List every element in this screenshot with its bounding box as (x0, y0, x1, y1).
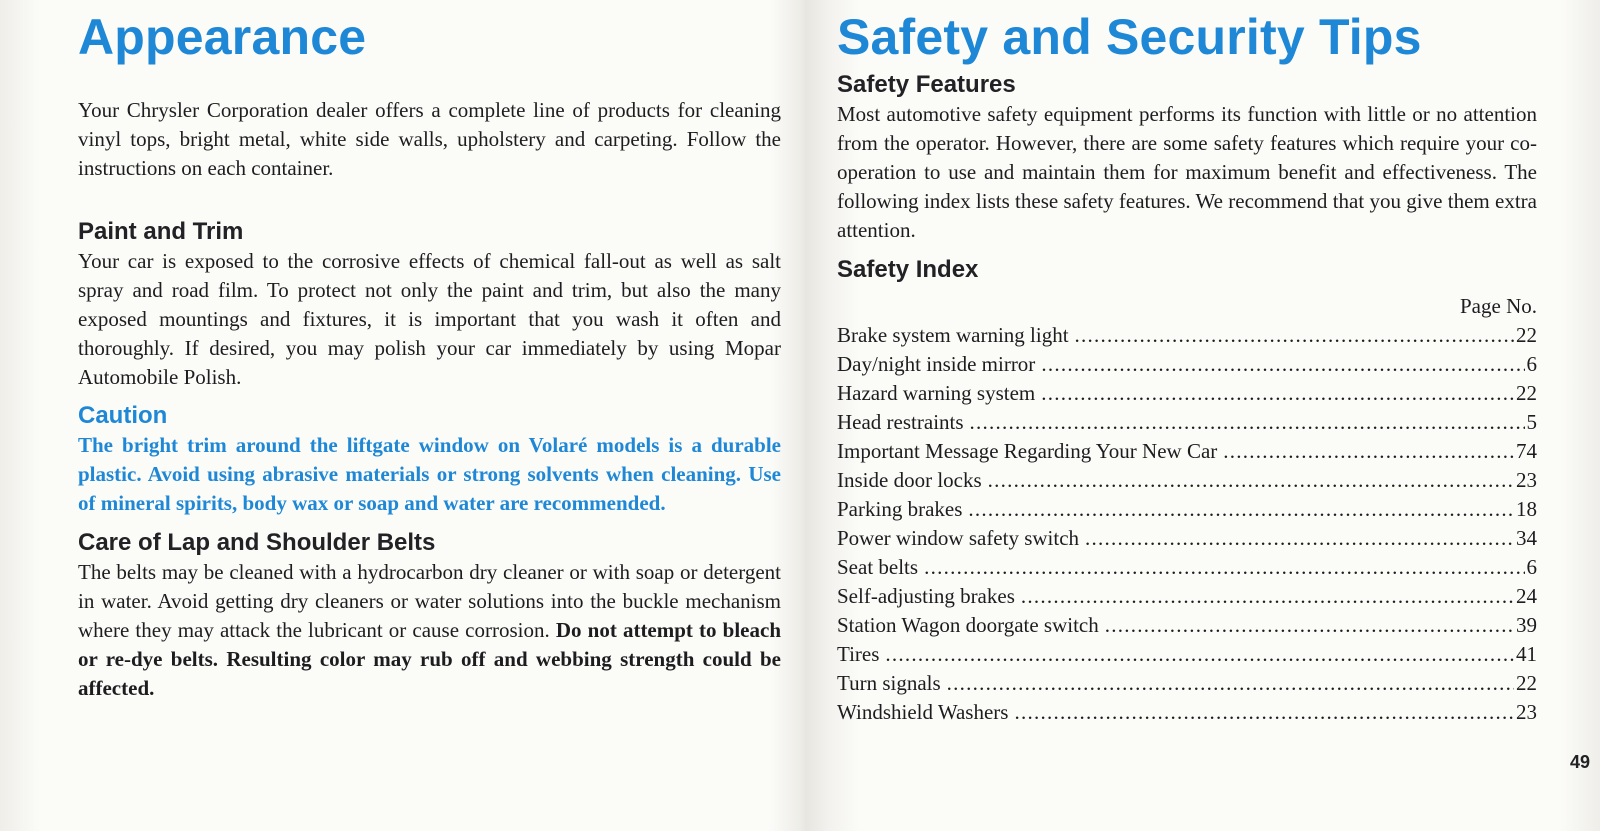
dot-leader (970, 408, 1525, 437)
dot-leader (924, 553, 1524, 582)
dot-leader (968, 495, 1514, 524)
index-entry (837, 553, 1537, 582)
index-entry-page: 74 (1516, 439, 1537, 463)
index-entry-page: 6 (1526, 352, 1537, 376)
index-entry (837, 611, 1537, 640)
belts-warning: Do not attempt to bleach or re-dye belts. Resulting color may rub off and webbing strength could be affected. (78, 618, 781, 700)
index-entry-label: Head restraints (837, 410, 964, 434)
index-entry-label: Power window safety switch (837, 526, 1080, 550)
index-entry-label: Day/night inside mirror (837, 352, 1036, 376)
appearance-title: Appearance (78, 9, 367, 65)
index-entry-label: Turn signals (837, 671, 941, 695)
safety-index-list (837, 321, 1537, 727)
paint-trim-heading: Paint and Trim (78, 218, 244, 245)
index-entry-label: Inside door locks (837, 468, 982, 492)
index-entry-label: Hazard warning system (837, 381, 1036, 405)
caution-text: The bright trim around the liftgate window on Volaré models is a durable plastic. Avoid using abrasive materials or strong solvents when cleaning. Use of mineral spirits, body wax or soap and water are recommended. (78, 433, 781, 515)
index-entry (837, 582, 1537, 611)
index-entry-page: 6 (1526, 555, 1537, 579)
index-entry-page: 18 (1516, 497, 1537, 521)
index-entry (837, 466, 1537, 495)
dot-leader (1075, 321, 1514, 350)
left-page (78, 8, 781, 703)
dot-leader (1021, 582, 1514, 611)
index-entry-label: Tires (837, 642, 880, 666)
index-entry (837, 698, 1537, 727)
dot-leader (1223, 437, 1514, 466)
index-entry-page: 24 (1516, 584, 1537, 608)
index-entry-page: 41 (1516, 642, 1537, 666)
belts-heading: Care of Lap and Shoulder Belts (78, 529, 436, 556)
safety-features-text: Most automotive safety equipment performs its function with little or no attention from the operator. However, there are some safety features which require your co-operation to use and maintain them for maximum benefit and effectiveness. The following index lists these safety features. We recommend that you give them extra attention. (837, 102, 1537, 242)
index-entry-label: Self-adjusting brakes (837, 584, 1015, 608)
belts-care-text: The belts may be cleaned with a hydrocarbon dry cleaner or with soap or detergent in water. Avoid getting dry cleaners or water solutions into the buckle mechanism where they may attack the lubricant or cause corrosion. (78, 560, 781, 642)
index-entry-label: Parking brakes (837, 497, 963, 521)
dot-leader (885, 640, 1514, 669)
index-entry-page: 34 (1516, 526, 1537, 550)
index-entry-page: 22 (1516, 381, 1537, 405)
dot-leader (947, 669, 1514, 698)
index-entry-page: 23 (1516, 468, 1537, 492)
index-entry-page: 23 (1516, 700, 1537, 724)
dot-leader (1085, 524, 1514, 553)
index-entry (837, 321, 1537, 350)
dot-leader (1105, 611, 1514, 640)
index-entry (837, 495, 1537, 524)
index-entry (837, 524, 1537, 553)
page-number: 49 (1569, 752, 1590, 772)
dot-leader (1041, 350, 1524, 379)
index-entry (837, 437, 1537, 466)
index-entry (837, 669, 1537, 698)
caution-heading: Caution (78, 402, 168, 429)
safety-features-heading: Safety Features (837, 71, 1016, 98)
index-entry (837, 640, 1537, 669)
safety-title: Safety and Security Tips (837, 9, 1422, 65)
index-entry-page: 39 (1516, 613, 1537, 637)
page-number-column-header: Page No. (1460, 294, 1537, 318)
index-entry-page: 22 (1516, 671, 1537, 695)
index-entry-label: Station Wagon doorgate switch (837, 613, 1099, 637)
safety-index-heading: Safety Index (837, 256, 979, 283)
index-entry (837, 408, 1537, 437)
index-entry-label: Brake system warning light (837, 323, 1069, 347)
dot-leader (1041, 379, 1514, 408)
index-entry-label: Important Message Regarding Your New Car (837, 439, 1218, 463)
index-entry (837, 379, 1537, 408)
index-entry-page: 22 (1516, 323, 1537, 347)
index-entry-label: Seat belts (837, 555, 919, 579)
dot-leader (988, 466, 1514, 495)
index-entry-label: Windshield Washers (837, 700, 1009, 724)
appearance-intro: Your Chrysler Corporation dealer offers a complete line of products for cleaning vinyl tops, bright metal, white side walls, upholstery and carpeting. Follow the instructions on each container. (78, 98, 781, 180)
dot-leader (1014, 698, 1514, 727)
belts-text (78, 558, 781, 703)
right-page (837, 8, 1537, 727)
paint-trim-text: Your car is exposed to the corrosive effects of chemical fall-out as well as salt spray and road film. To protect not only the paint and trim, but also the many exposed mountings and fixtures, it is important that you wash it often and thoroughly. If desired, you may polish your car immediately by using Mopar Automobile Polish. (78, 249, 781, 389)
index-entry-page: 5 (1526, 410, 1537, 434)
index-entry (837, 350, 1537, 379)
